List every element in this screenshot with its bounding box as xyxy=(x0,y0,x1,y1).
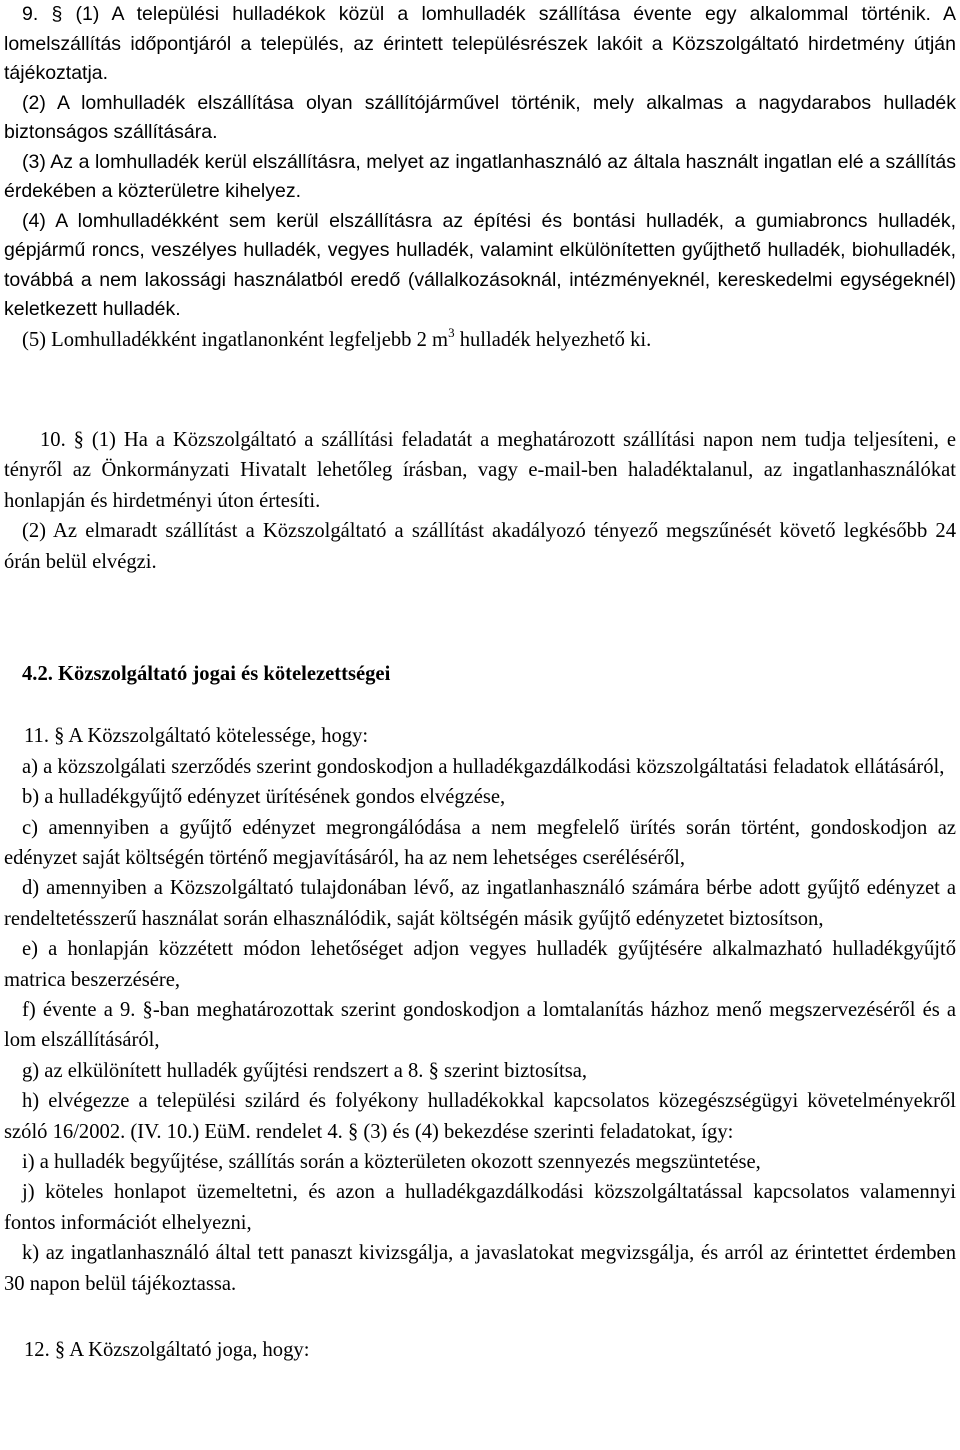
list-item: k) az ingatlanhasználó által tett panaszt kivizsgálja, a javaslatokat megvizsgálja, és arról az érintettet érdemben 30 napon belül tájékoztassa. xyxy=(4,1242,956,1295)
section-9-paragraph-4: (4) A lomhulladékként sem kerül elszállításra az építési és bontási hulladék, a gumiabroncs hulladék, gépjármű roncs, veszélyes hulladék, vegyes hulladék, valamint elkülönítetten gyűjthető hulladék, biohulladék, továbbá a nem lakossági használatból eredő (vállalkozásoknál, intézményeknél, kereskedelmi egységeknél) keletkezett hulladék. xyxy=(4,209,956,320)
section-10-paragraph-2: (2) Az elmaradt szállítást a Közszolgáltató a szállítást akadályozó tényező megszűnését követő legkésőbb 24 órán belül elvégzi. xyxy=(4,520,956,573)
section-12 xyxy=(4,1335,956,1365)
section-heading: 4.2. Közszolgáltató jogai és kötelezettségei xyxy=(22,662,391,685)
section-9-paragraph-3: (3) Az a lomhulladék kerül elszállításra, melyet az ingatlanhasználó az általa használt ingatlan elé a szállítás érdekében a közterületre kihelyez. xyxy=(4,150,956,202)
section-11-intro: 11. § A Közszolgáltató kötelessége, hogy: xyxy=(24,725,369,748)
list-item: f) évente a 9. §-ban meghatározottak szerint gondoskodjon a lomtalanítás házhoz menő megszervezéséről és a lom elszállításáról, xyxy=(4,999,956,1052)
document-page xyxy=(4,0,956,1365)
list-item: a) a közszolgálati szerződés szerint gondoskodjon a hulladékgazdálkodási közszolgáltatási feladatok ellátásáról, xyxy=(22,755,945,778)
paragraph-5-text-end: hulladék helyezhető ki. xyxy=(454,328,652,351)
list-item: j) köteles honlapot üzemeltetni, és azon a hulladékgazdálkodási közszolgáltatással kapcsolatos valamennyi fontos információt elhelyezni, xyxy=(4,1181,956,1234)
paragraph-5-text: (5) Lomhulladékként ingatlanonként legfeljebb 2 m xyxy=(22,328,449,351)
list-item: e) a honlapján közzétett módon lehetőséget adjon vegyes hulladék gyűjtésére alkalmazható hulladékgyűjtő matrica beszerzésére, xyxy=(4,938,956,991)
section-9-paragraph-5 xyxy=(4,325,956,355)
cubic-exponent: 3 xyxy=(448,324,455,340)
list-item: c) amennyiben a gyűjtő edényzet megrongálódása a nem megfelelő ürítés során történt, gondoskodjon az edényzet saját költségén történő megjavításáról, ha az nem lehetséges cseréléséről, xyxy=(4,816,956,869)
section-12-intro: 12. § A Közszolgáltató joga, hogy: xyxy=(24,1339,310,1362)
section-10 xyxy=(4,425,956,577)
section-10-paragraph-1: 10. § (1) Ha a Közszolgáltató a szállítási feladatát a meghatározott szállítási napon nem tudja teljesíteni, e tényről az Önkormányzati Hivatalt lehetőleg írásban, vagy e-mail-ben haladéktalanul, az ingatlanhasználókat honlapján és hirdetményi úton értesíti. xyxy=(4,428,956,512)
list-item: i) a hulladék begyűjtése, szállítás során a közterületen okozott szennyezés megszüntetése, xyxy=(22,1151,761,1174)
section-9-paragraph-2: (2) A lomhulladék elszállítása olyan szállítójárművel történik, mely alkalmas a nagydarabos hulladék biztonságos szállítására. xyxy=(4,91,956,143)
section-11 xyxy=(4,721,956,1299)
list-item: g) az elkülönített hulladék gyűjtési rendszert a 8. § szerint biztosítsa, xyxy=(22,1059,588,1082)
list-item: b) a hulladékgyűjtő edényzet ürítésének gondos elvégzése, xyxy=(22,786,506,809)
list-item: d) amennyiben a Közszolgáltató tulajdonában lévő, az ingatlanhasználó számára bérbe adott gyűjtő edényzet a rendeltetésszerű használat során elhasználódik, saját költségén másik gyűjtő edényzetet biztosítson, xyxy=(4,877,956,930)
section-9 xyxy=(4,0,956,325)
section-9-paragraph-1: 9. § (1) A települési hulladékok közül a lomhulladék szállítása évente egy alkalommal történik. A lomelszállítás időpontjáról a település, az érintett településrészek lakóit a Közszolgáltató hirdetmény útján tájékoztatja. xyxy=(4,3,956,84)
list-item: h) elvégezze a települési szilárd és folyékony hulladékokkal kapcsolatos közegészségügyi követelményekről szóló 16/2002. (IV. 10.) EüM. rendelet 4. § (3) és (4) bekezdése szerinti feladatokat, így: xyxy=(4,1090,956,1143)
